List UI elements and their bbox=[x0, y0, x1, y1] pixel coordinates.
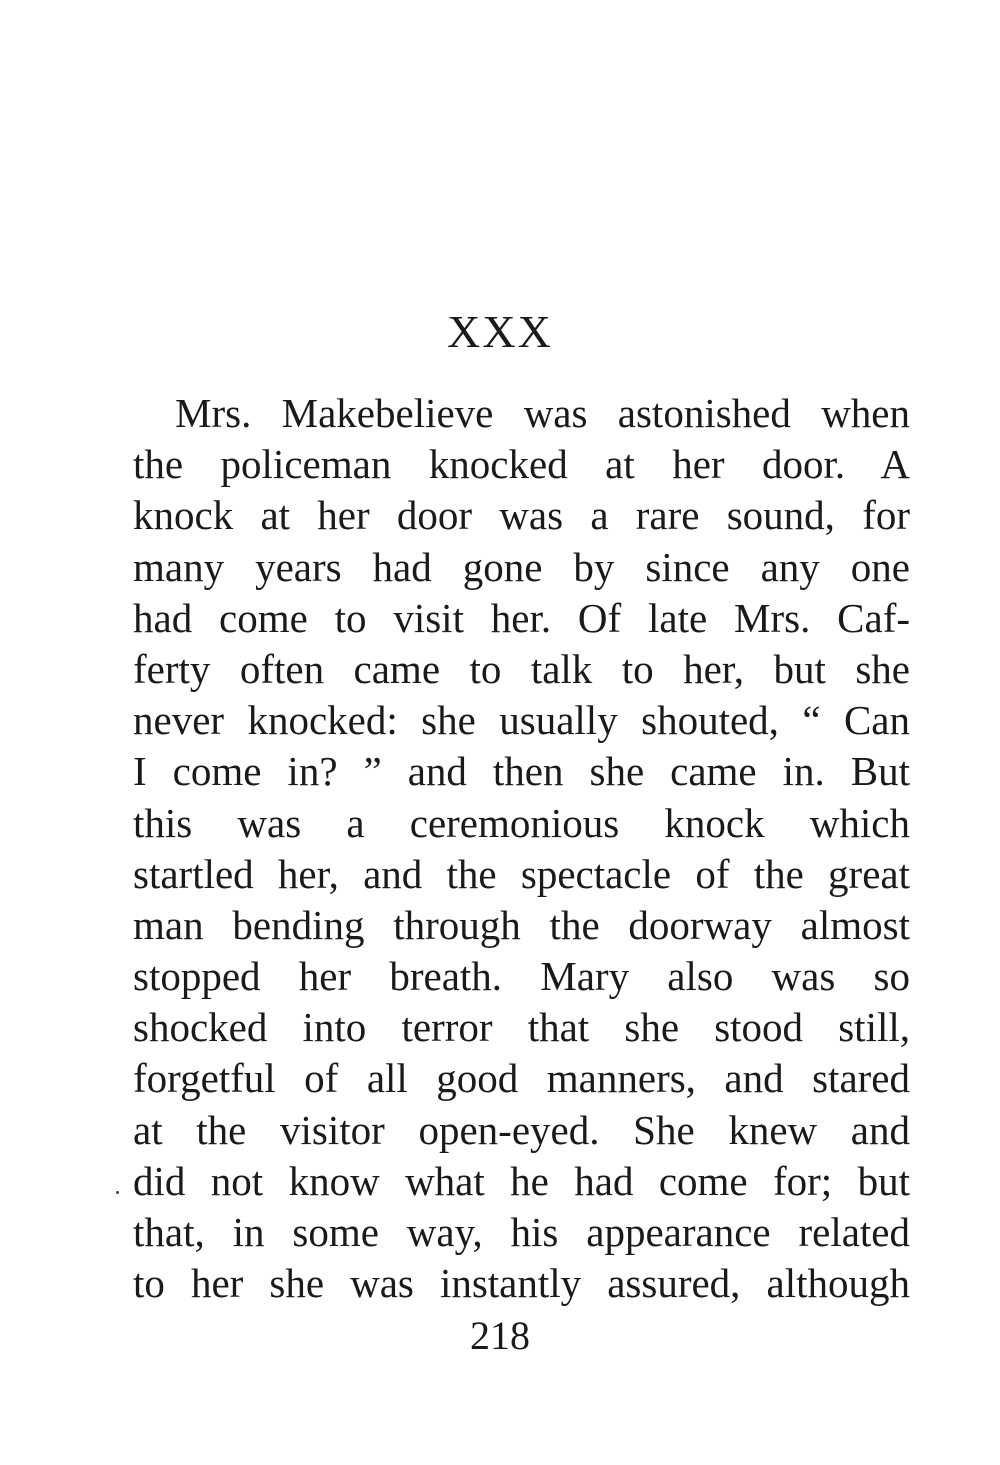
text-line: did not know what he had come for; but bbox=[133, 1157, 910, 1204]
text-line: man bending through the doorway almost bbox=[133, 901, 910, 948]
text-line: stopped her breath. Mary also was so bbox=[133, 953, 910, 1000]
text-line: forgetful of all good manners, and stared bbox=[133, 1055, 910, 1102]
text-line: I come in? ” and then she came in. But bbox=[133, 748, 910, 795]
text-line: startled her, and the spectacle of the great bbox=[133, 850, 910, 897]
text-line: at the visitor open-eyed. She knew and bbox=[133, 1106, 910, 1153]
text-line: had come to visit her. Of late Mrs. Caf- bbox=[133, 594, 910, 641]
body-paragraph bbox=[133, 388, 910, 1309]
chapter-heading: XXX bbox=[447, 306, 553, 357]
text-line: this was a ceremonious knock which bbox=[133, 799, 910, 846]
text-line: ferty often came to talk to her, but she bbox=[133, 645, 910, 692]
text-line: Mrs. Makebelieve was astonished when bbox=[175, 390, 910, 436]
text-line: never knocked: she usually shouted, “ Can bbox=[133, 697, 910, 744]
text-line: that, in some way, his appearance related bbox=[133, 1209, 910, 1255]
page-number: 218 bbox=[470, 1313, 530, 1358]
print-speck bbox=[116, 1191, 119, 1194]
text-line: shocked into terror that she stood still, bbox=[133, 1004, 910, 1051]
text-line: knock at her door was a rare sound, for bbox=[133, 492, 910, 539]
text-line: to her she was instantly assured, although bbox=[133, 1260, 910, 1307]
text-line: the policeman knocked at her door. A bbox=[133, 441, 910, 488]
text-line: many years had gone by since any one bbox=[133, 543, 910, 590]
